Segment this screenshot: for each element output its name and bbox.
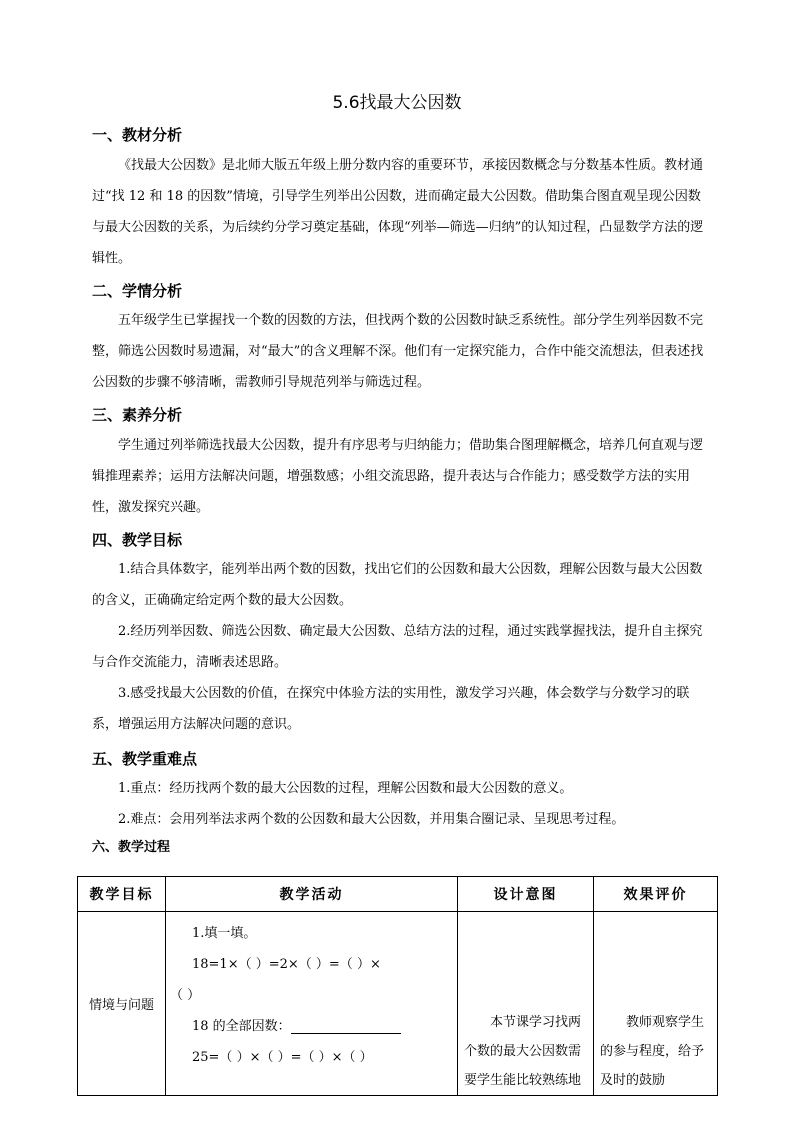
section-body-teaching-goals [92, 554, 704, 740]
table-header-row [78, 877, 718, 912]
section-body-key-points [92, 773, 704, 835]
header-activity: 教学活动 [166, 877, 458, 912]
section-body-literacy-analysis [92, 430, 704, 523]
activity-cell [166, 912, 458, 1096]
section-heading-teaching-goals: 四、教学目标 [92, 531, 183, 549]
key-point-item: 1.重点：经历找两个数的最大公因数的过程，理解公因数和最大公因数的意义。 [118, 781, 573, 796]
goal-item-3: 3.感受找最大公因数的价值，在探究中体验方法的实用性，激发学习兴趣，体会数学与分数学习的联系，增强运用方法解决问题的意识。 [92, 686, 690, 732]
paragraph: 学生通过列举筛选找最大公因数，提升有序思考与归纳能力；借助集合图理解概念，培养几何直观与逻辑推理素养；运用方法解决问题，增强数感；小组交流思路，提升表达与合作能力；感受数学方法的实用性，激发探究兴趣。 [92, 438, 704, 515]
answer-blank [291, 1019, 401, 1034]
section-heading-textbook-analysis: 一、教材分析 [92, 126, 183, 144]
evaluation-cell [594, 912, 718, 1096]
section-heading-literacy-analysis: 三、素养分析 [92, 406, 183, 424]
header-evaluation: 效果评价 [594, 877, 718, 912]
section-heading-learner-analysis: 二、学情分析 [92, 282, 183, 300]
page-title: 5.6找最大公因数 [332, 93, 462, 113]
activity-line: 1.填一填。 [192, 926, 257, 941]
intent-text: 本节课学习找两个数的最大公因数需要学生能比较熟练地 [464, 1015, 582, 1088]
section-body-learner-analysis [92, 305, 704, 398]
intent-cell [458, 912, 594, 1096]
paragraph: 五年级学生已掌握找一个数的因数的方法，但找两个数的公因数时缺乏系统性。部分学生列举因数不完整，筛选公因数时易遗漏，对“最大”的含义理解不深。他们有一定探究能力，合作中能交流想法，但表述找公因数的步骤不够清晰，需教师引导规范列举与筛选过程。 [92, 313, 704, 390]
activity-line-fill-blank [170, 1011, 453, 1042]
activity-line: 18=1×（ ）=2×（ ）=（ ）× [192, 957, 381, 972]
activity-line: （ ） [170, 988, 201, 1003]
activity-line: 25=（ ）×（ ）=（ ）×（ ） [192, 1050, 373, 1065]
section-heading-teaching-process: 六、教学过程 [92, 840, 171, 855]
section-body-textbook-analysis [92, 150, 704, 274]
difficulty-item: 2.难点：会用列举法求两个数的公因数和最大公因数，并用集合圈记录、呈现思考过程。 [118, 812, 625, 827]
section-heading-key-points: 五、教学重难点 [92, 750, 198, 768]
goal-cell: 情境与问题 [78, 912, 166, 1096]
evaluation-text: 教师观察学生的参与程度，给予及时的鼓励 [600, 1015, 705, 1088]
teaching-process-table [77, 876, 718, 1096]
header-goal: 教学目标 [78, 877, 166, 912]
table-row [78, 912, 718, 1096]
goal-item-2: 2.经历列举因数、筛选公因数、确定最大公因数、总结方法的过程，通过实践掌握找法，提升自主探究与合作交流能力，清晰表述思路。 [92, 624, 703, 670]
paragraph: 《找最大公因数》是北师大版五年级上册分数内容的重要环节，承接因数概念与分数基本性质。教材通过“找 12 和 18 的因数”情境，引导学生列举出公因数，进而确定最大公因数。借助集合图直观呈现公因数与最大公因数的关系，为后续约分学习奠定基础，体现“列举—筛选—归纳”的认知过程，凸显数学方法的逻辑性。 [92, 158, 704, 266]
activity-text: 18 的全部因数： [192, 1019, 291, 1034]
goal-item-1: 1.结合具体数字，能列举出两个数的因数，找出它们的公因数和最大公因数，理解公因数与最大公因数的含义，正确确定给定两个数的最大公因数。 [92, 562, 703, 608]
header-intent: 设计意图 [458, 877, 594, 912]
